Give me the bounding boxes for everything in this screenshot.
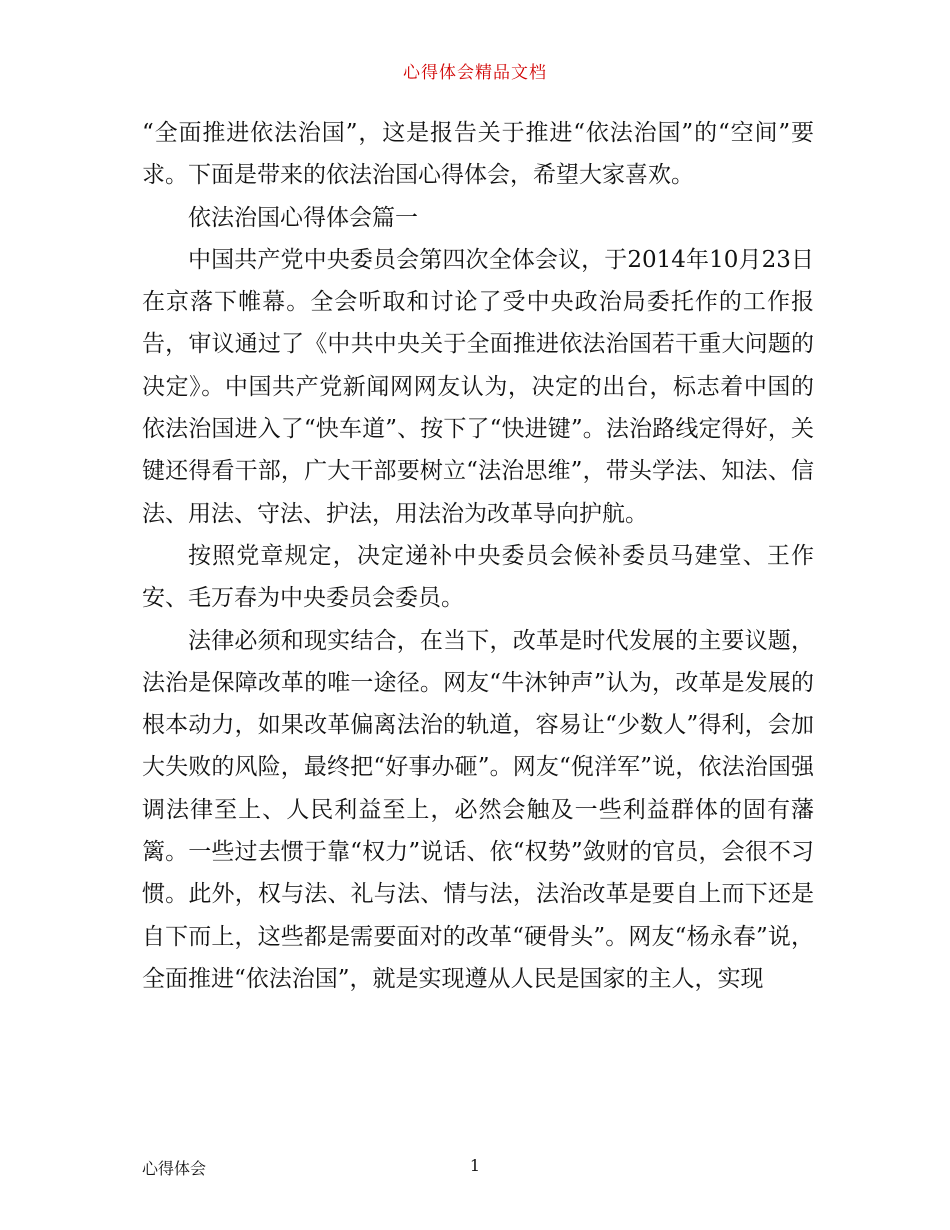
document-header-title: 心得体会精品文档: [403, 63, 547, 83]
body-paragraph: 按照党章规定，决定递补中央委员会候补委员马建堂、王作安、毛万春为中央委员会委员。: [142, 542, 814, 612]
body-paragraph: 中国共产党中央委员会第四次全体会议，于2014年10月23日在京落下帷幕。全会听取和讨论了受中央政治局委托作的工作报告，审议通过了《中共中央关于全面推进依法治国若干重大问题的决定》。中国共产党新闻网网友认为，决定的出台，标志着中国的依法治国进入了“快车道”、按下了“快进键”。法治路线定得好，关键还得看干部，广大干部要树立“法治思维”，带头学法、知法、信法、用法、守法、护法，用法治为改革导向护航。: [142, 246, 814, 527]
intro-paragraph: “全面推进依法治国”，这是报告关于推进“依法治国”的“空间”要求。下面是带来的依法治国心得体会，希望大家喜欢。: [142, 120, 814, 189]
document-body: [142, 112, 814, 1000]
body-paragraph: 法律必须和现实结合，在当下，改革是时代发展的主要议题，法治是保障改革的唯一途径。网友“牛沐钟声”认为，改革是发展的根本动力，如果改革偏离法治的轨道，容易让“少数人”得利，会加大失败的风险，最终把“好事办砸”。网友“倪洋军”说，依法治国强调法律至上、人民利益至上，必然会触及一些利益群体的固有藩篱。一些过去惯于靠“权力”说话、依“权势”敛财的官员，会很不习惯。此外，权与法、礼与法、情与法，法治改革是要自上而下还是自下而上，这些都是需要面对的改革“硬骨头”。网友“杨永春”说，全面推进“依法治国”，就是实现遵从人民是国家的主人，实现: [142, 627, 814, 992]
footer-label: 心得体会: [142, 1159, 207, 1178]
page-number: 1: [469, 1156, 481, 1175]
section-heading: 依法治国心得体会篇一: [188, 204, 418, 231]
